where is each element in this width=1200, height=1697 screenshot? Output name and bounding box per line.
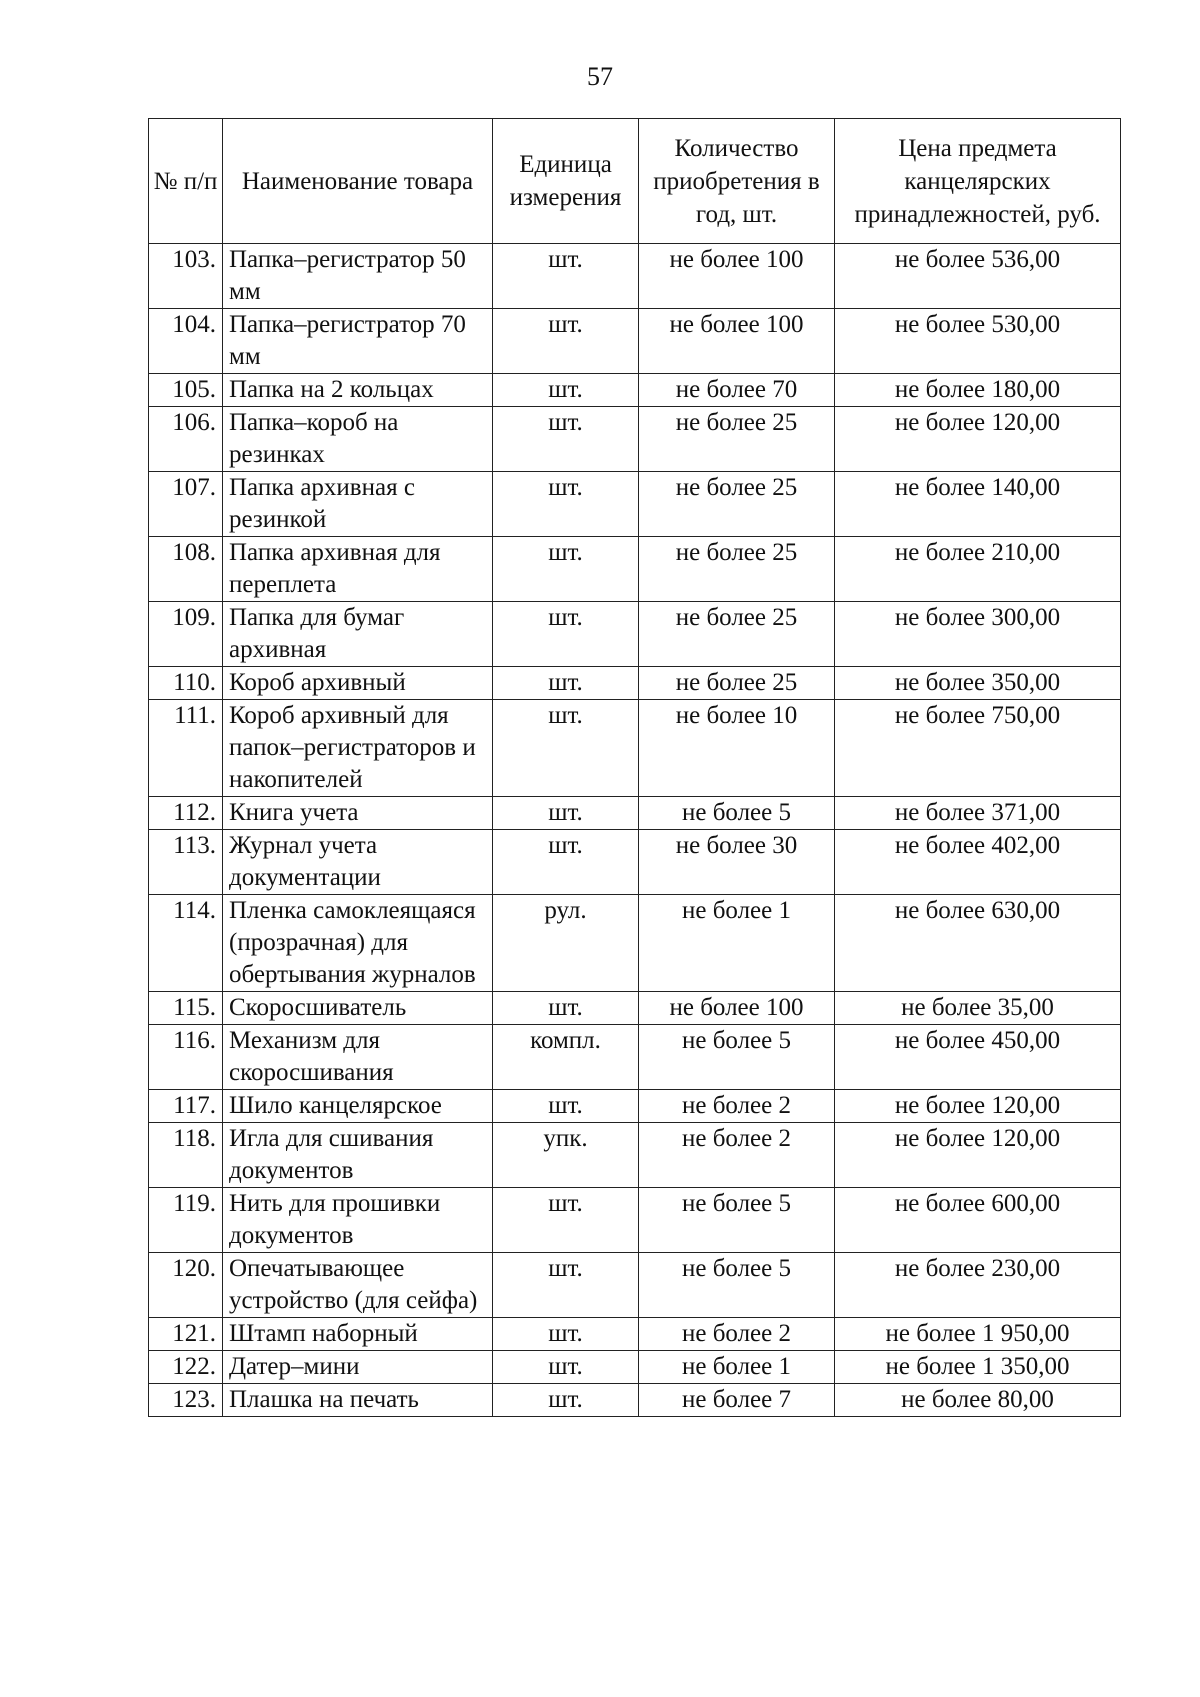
item-price: не более 230,00 bbox=[835, 1253, 1121, 1318]
item-name: Короб архивный bbox=[223, 667, 493, 700]
item-quantity: не более 100 bbox=[639, 992, 835, 1025]
item-name: Журнал учета документации bbox=[223, 830, 493, 895]
item-name: Штамп наборный bbox=[223, 1318, 493, 1351]
table-row bbox=[149, 895, 1121, 992]
table-header-row bbox=[149, 119, 1121, 244]
item-unit: шт. bbox=[493, 797, 639, 830]
item-quantity: не более 30 bbox=[639, 830, 835, 895]
item-unit: шт. bbox=[493, 830, 639, 895]
item-name: Папка–регистратор 70 мм bbox=[223, 309, 493, 374]
item-unit: шт. bbox=[493, 1090, 639, 1123]
item-price: не более 450,00 bbox=[835, 1025, 1121, 1090]
table-row bbox=[149, 309, 1121, 374]
item-unit: шт. bbox=[493, 602, 639, 667]
header-num: № п/п bbox=[149, 119, 223, 244]
header-qty: Количество приобретения в год, шт. bbox=[639, 119, 835, 244]
table-body bbox=[149, 244, 1121, 1417]
row-number: 106. bbox=[149, 407, 223, 472]
row-number: 116. bbox=[149, 1025, 223, 1090]
goods-table bbox=[148, 118, 1121, 1417]
item-quantity: не более 1 bbox=[639, 1351, 835, 1384]
table-row bbox=[149, 700, 1121, 797]
table-row bbox=[149, 1025, 1121, 1090]
table-row bbox=[149, 1351, 1121, 1384]
item-name: Плашка на печать bbox=[223, 1384, 493, 1417]
item-unit: шт. bbox=[493, 309, 639, 374]
page-number: 57 bbox=[587, 62, 613, 91]
item-quantity: не более 1 bbox=[639, 895, 835, 992]
item-price: не более 630,00 bbox=[835, 895, 1121, 992]
row-number: 109. bbox=[149, 602, 223, 667]
item-price: не более 600,00 bbox=[835, 1188, 1121, 1253]
item-unit: шт. bbox=[493, 1253, 639, 1318]
item-price: не более 180,00 bbox=[835, 374, 1121, 407]
item-name: Нить для прошивки документов bbox=[223, 1188, 493, 1253]
item-price: не более 300,00 bbox=[835, 602, 1121, 667]
item-unit: шт. bbox=[493, 472, 639, 537]
item-unit: шт. bbox=[493, 1318, 639, 1351]
header-unit: Единица измерения bbox=[493, 119, 639, 244]
item-name: Книга учета bbox=[223, 797, 493, 830]
table-row bbox=[149, 667, 1121, 700]
item-name: Игла для сшивания документов bbox=[223, 1123, 493, 1188]
row-number: 112. bbox=[149, 797, 223, 830]
item-name: Датер–мини bbox=[223, 1351, 493, 1384]
item-quantity: не более 5 bbox=[639, 797, 835, 830]
table-row bbox=[149, 244, 1121, 309]
item-quantity: не более 10 bbox=[639, 700, 835, 797]
item-price: не более 350,00 bbox=[835, 667, 1121, 700]
item-price: не более 35,00 bbox=[835, 992, 1121, 1025]
row-number: 105. bbox=[149, 374, 223, 407]
item-name: Папка архивная с резинкой bbox=[223, 472, 493, 537]
item-quantity: не более 100 bbox=[639, 244, 835, 309]
table-row bbox=[149, 1253, 1121, 1318]
row-number: 104. bbox=[149, 309, 223, 374]
item-unit: шт. bbox=[493, 1188, 639, 1253]
item-quantity: не более 70 bbox=[639, 374, 835, 407]
item-unit: шт. bbox=[493, 1351, 639, 1384]
item-price: не более 120,00 bbox=[835, 1090, 1121, 1123]
table-row bbox=[149, 1123, 1121, 1188]
item-name: Опечатывающее устройство (для сейфа) bbox=[223, 1253, 493, 1318]
row-number: 117. bbox=[149, 1090, 223, 1123]
table-row bbox=[149, 602, 1121, 667]
table-row bbox=[149, 1188, 1121, 1253]
item-price: не более 1 950,00 bbox=[835, 1318, 1121, 1351]
table-row bbox=[149, 374, 1121, 407]
item-unit: шт. bbox=[493, 700, 639, 797]
row-number: 103. bbox=[149, 244, 223, 309]
item-unit: компл. bbox=[493, 1025, 639, 1090]
item-quantity: не более 100 bbox=[639, 309, 835, 374]
table-row bbox=[149, 537, 1121, 602]
header-name: Наименование товара bbox=[223, 119, 493, 244]
item-price: не более 1 350,00 bbox=[835, 1351, 1121, 1384]
item-price: не более 210,00 bbox=[835, 537, 1121, 602]
item-unit: шт. bbox=[493, 244, 639, 309]
table-row bbox=[149, 1318, 1121, 1351]
item-unit: шт. bbox=[493, 1384, 639, 1417]
item-price: не более 530,00 bbox=[835, 309, 1121, 374]
item-name: Шило канцелярское bbox=[223, 1090, 493, 1123]
item-name: Механизм для скоросшивания bbox=[223, 1025, 493, 1090]
item-name: Папка–короб на резинках bbox=[223, 407, 493, 472]
item-quantity: не более 25 bbox=[639, 472, 835, 537]
item-quantity: не более 25 bbox=[639, 407, 835, 472]
item-price: не более 140,00 bbox=[835, 472, 1121, 537]
item-quantity: не более 25 bbox=[639, 667, 835, 700]
item-quantity: не более 2 bbox=[639, 1123, 835, 1188]
row-number: 115. bbox=[149, 992, 223, 1025]
item-price: не более 371,00 bbox=[835, 797, 1121, 830]
item-name: Папка архивная для переплета bbox=[223, 537, 493, 602]
item-name: Папка для бумаг архивная bbox=[223, 602, 493, 667]
item-unit: шт. bbox=[493, 407, 639, 472]
item-unit: шт. bbox=[493, 374, 639, 407]
item-price: не более 120,00 bbox=[835, 407, 1121, 472]
row-number: 118. bbox=[149, 1123, 223, 1188]
item-quantity: не более 5 bbox=[639, 1253, 835, 1318]
item-unit: рул. bbox=[493, 895, 639, 992]
item-name: Папка–регистратор 50 мм bbox=[223, 244, 493, 309]
table-row bbox=[149, 797, 1121, 830]
row-number: 121. bbox=[149, 1318, 223, 1351]
item-name: Пленка самоклеящаяся (прозрачная) для обертывания журналов bbox=[223, 895, 493, 992]
row-number: 114. bbox=[149, 895, 223, 992]
item-quantity: не более 7 bbox=[639, 1384, 835, 1417]
row-number: 107. bbox=[149, 472, 223, 537]
item-price: не более 750,00 bbox=[835, 700, 1121, 797]
table-row bbox=[149, 1090, 1121, 1123]
row-number: 123. bbox=[149, 1384, 223, 1417]
table-row bbox=[149, 472, 1121, 537]
item-name: Короб архивный для папок–регистраторов и накопителей bbox=[223, 700, 493, 797]
table-row bbox=[149, 992, 1121, 1025]
item-quantity: не более 25 bbox=[639, 537, 835, 602]
item-unit: упк. bbox=[493, 1123, 639, 1188]
header-price: Цена предмета канцелярских принадлежностей, руб. bbox=[835, 119, 1121, 244]
item-name: Скоросшиватель bbox=[223, 992, 493, 1025]
row-number: 110. bbox=[149, 667, 223, 700]
item-unit: шт. bbox=[493, 992, 639, 1025]
item-unit: шт. bbox=[493, 537, 639, 602]
row-number: 111. bbox=[149, 700, 223, 797]
item-name: Папка на 2 кольцах bbox=[223, 374, 493, 407]
table-row bbox=[149, 407, 1121, 472]
row-number: 122. bbox=[149, 1351, 223, 1384]
row-number: 119. bbox=[149, 1188, 223, 1253]
item-quantity: не более 2 bbox=[639, 1318, 835, 1351]
item-price: не более 536,00 bbox=[835, 244, 1121, 309]
item-unit: шт. bbox=[493, 667, 639, 700]
item-price: не более 80,00 bbox=[835, 1384, 1121, 1417]
item-quantity: не более 2 bbox=[639, 1090, 835, 1123]
table-row bbox=[149, 830, 1121, 895]
item-quantity: не более 5 bbox=[639, 1025, 835, 1090]
row-number: 108. bbox=[149, 537, 223, 602]
item-quantity: не более 5 bbox=[639, 1188, 835, 1253]
table-row bbox=[149, 1384, 1121, 1417]
item-price: не более 402,00 bbox=[835, 830, 1121, 895]
item-price: не более 120,00 bbox=[835, 1123, 1121, 1188]
row-number: 113. bbox=[149, 830, 223, 895]
item-quantity: не более 25 bbox=[639, 602, 835, 667]
row-number: 120. bbox=[149, 1253, 223, 1318]
